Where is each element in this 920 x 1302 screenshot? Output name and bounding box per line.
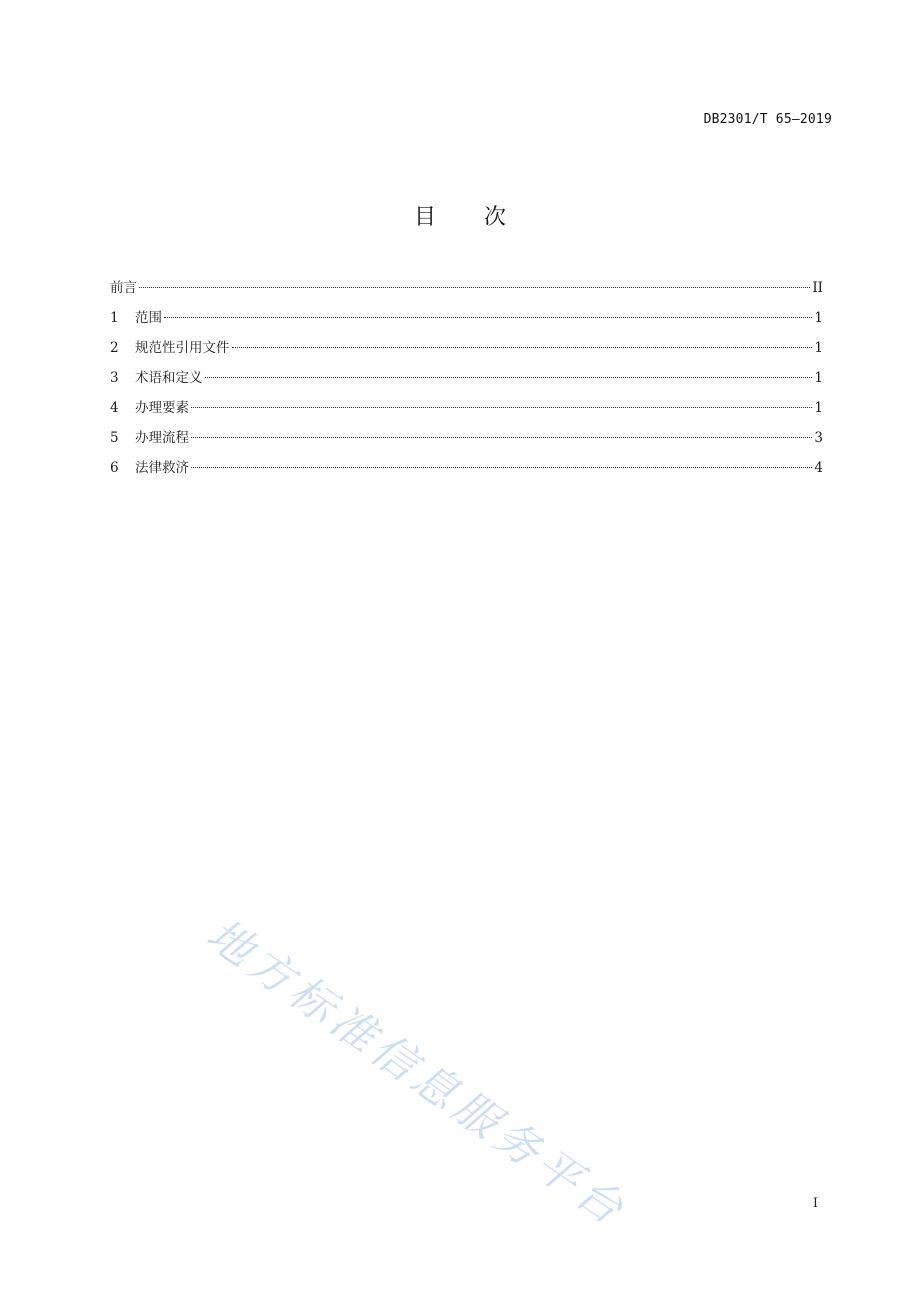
toc-leader-dots [191, 407, 812, 408]
toc-leader-dots [164, 317, 812, 318]
toc-leader-dots [191, 437, 812, 438]
toc-entry-number: 4 [110, 400, 119, 416]
toc-entry-foreword[interactable] [110, 278, 823, 308]
toc-entry-page: 1 [814, 340, 823, 356]
toc-entry-page: II [812, 280, 823, 296]
toc-leader-dots [205, 377, 813, 378]
toc-leader-dots [191, 467, 812, 468]
page-number: I [812, 1196, 818, 1211]
toc-entry-label: 前言 [110, 280, 137, 296]
toc-entry-label: 办理流程 [135, 430, 189, 446]
toc-entry-processing-elements[interactable] [110, 398, 823, 428]
toc-entry-page: 1 [814, 310, 823, 326]
watermark: 地方标准信息服务平台 [197, 909, 637, 1238]
toc-entry-label: 术语和定义 [135, 370, 203, 386]
toc-title: 目次 [413, 205, 554, 230]
toc-entry-normative-references[interactable] [110, 338, 823, 368]
toc-entry-label: 法律救济 [135, 460, 189, 476]
toc-entry-number: 5 [110, 430, 119, 446]
toc-entry-page: 3 [814, 430, 823, 446]
toc-entry-number: 6 [110, 460, 119, 476]
toc-entry-number: 2 [110, 340, 119, 356]
toc-entry-page: 1 [814, 400, 823, 416]
toc-entry-label: 规范性引用文件 [135, 340, 230, 356]
document-code: DB2301/T 65—2019 [703, 112, 832, 127]
toc-entry-processing-flow[interactable] [110, 428, 823, 458]
toc-entry-scope[interactable] [110, 308, 823, 338]
toc-entry-page: 1 [814, 370, 823, 386]
toc-entry-legal-remedy[interactable] [110, 458, 823, 488]
table-of-contents [110, 278, 823, 488]
toc-leader-dots [139, 287, 810, 288]
toc-entry-number: 3 [110, 370, 119, 386]
toc-entry-terms-definitions[interactable] [110, 368, 823, 398]
toc-entry-label: 办理要素 [135, 400, 189, 416]
toc-leader-dots [232, 347, 813, 348]
toc-entry-label: 范围 [135, 310, 162, 326]
toc-entry-number: 1 [110, 310, 119, 326]
toc-entry-page: 4 [814, 460, 823, 476]
